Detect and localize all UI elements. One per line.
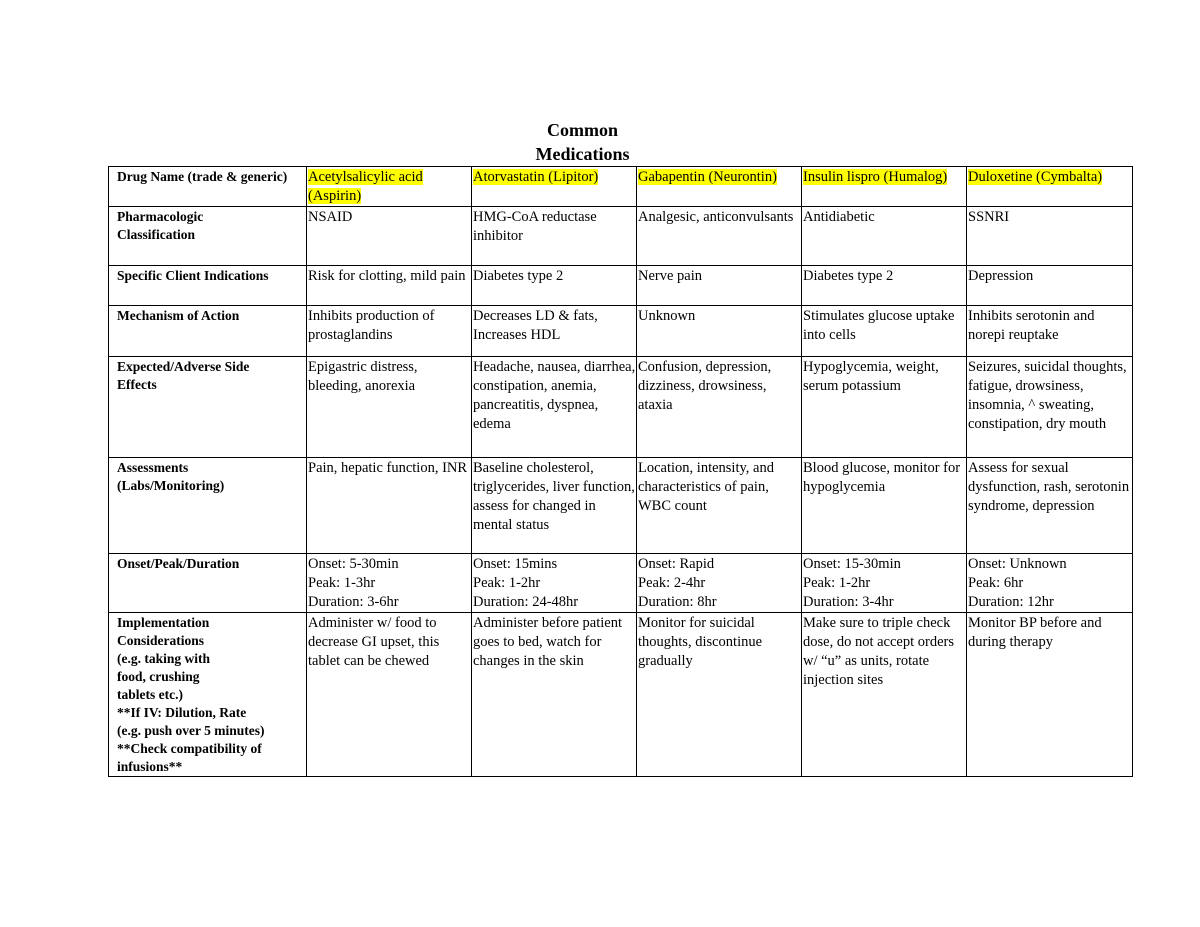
- table-cell: Seizures, suicidal thoughts, fatigue, drowsiness, insomnia, ^ sweating, constipation, dry mouth: [967, 357, 1133, 458]
- table-row-indications: [109, 266, 1133, 306]
- table-row-drug-name: [109, 167, 1133, 207]
- table-cell: Location, intensity, and characteristics of pain, WBC count: [637, 458, 802, 554]
- table-cell: Monitor BP before and during therapy: [967, 613, 1133, 777]
- table-cell: SSNRI: [967, 207, 1133, 266]
- table-cell: NSAID: [307, 207, 472, 266]
- row-header-indications: Specific Client Indications: [109, 266, 307, 306]
- table-cell: Analgesic, anticonvulsants: [637, 207, 802, 266]
- table-cell: Epigastric distress, bleeding, anorexia: [307, 357, 472, 458]
- table-cell: Stimulates glucose uptake into cells: [802, 306, 967, 357]
- row-header-drug-name: Drug Name (trade & generic): [109, 167, 307, 207]
- table-cell: Onset: 15mins Peak: 1-2hr Duration: 24-48hr: [472, 554, 637, 613]
- page-title: Common Medications: [535, 120, 630, 164]
- table-cell: Inhibits production of prostaglandins: [307, 306, 472, 357]
- row-header-side-effects: Expected/Adverse Side Effects: [109, 357, 307, 458]
- drug-name-cell: [967, 167, 1133, 207]
- drug-name-cell: [472, 167, 637, 207]
- drug-name-humalog: Insulin lispro (Humalog): [803, 169, 948, 185]
- row-header-classification: Pharmacologic Classification: [109, 207, 307, 266]
- table-cell: Confusion, depression, dizziness, drowsiness, ataxia: [637, 357, 802, 458]
- drug-name-neurontin: Gabapentin (Neurontin): [638, 169, 777, 185]
- row-header-assessments: Assessments (Labs/Monitoring): [109, 458, 307, 554]
- table-cell: Administer w/ food to decrease GI upset, this tablet can be chewed: [307, 613, 472, 777]
- table-cell: Make sure to triple check dose, do not accept orders w/ “u” as units, rotate injection sites: [802, 613, 967, 777]
- table-cell: Depression: [967, 266, 1133, 306]
- table-row-assessments: [109, 458, 1133, 554]
- table-cell: Onset: 15-30min Peak: 1-2hr Duration: 3-4hr: [802, 554, 967, 613]
- table-row-onset: [109, 554, 1133, 613]
- row-header-onset: Onset/Peak/Duration: [109, 554, 307, 613]
- table-row-mechanism: [109, 306, 1133, 357]
- table-cell: Inhibits serotonin and norepi reuptake: [967, 306, 1133, 357]
- table-row-implementation: [109, 613, 1133, 777]
- table-cell: Unknown: [637, 306, 802, 357]
- table-row-classification: [109, 207, 1133, 266]
- drug-name-lipitor: Atorvastatin (Lipitor): [473, 169, 599, 185]
- row-header-mechanism: Mechanism of Action: [109, 306, 307, 357]
- table-cell: Hypoglycemia, weight, serum potassium: [802, 357, 967, 458]
- table-cell: Onset: Rapid Peak: 2-4hr Duration: 8hr: [637, 554, 802, 613]
- table-cell: Pain, hepatic function, INR: [307, 458, 472, 554]
- table-cell: Blood glucose, monitor for hypoglycemia: [802, 458, 967, 554]
- table-cell: Antidiabetic: [802, 207, 967, 266]
- table-cell: Diabetes type 2: [472, 266, 637, 306]
- drug-name-cell: [802, 167, 967, 207]
- drug-name-cell: [307, 167, 472, 207]
- table-cell: Baseline cholesterol, triglycerides, liver function, assess for changed in mental status: [472, 458, 637, 554]
- table-cell: Onset: 5-30min Peak: 1-3hr Duration: 3-6hr: [307, 554, 472, 613]
- table-cell: HMG-CoA reductase inhibitor: [472, 207, 637, 266]
- table-cell: Onset: Unknown Peak: 6hr Duration: 12hr: [967, 554, 1133, 613]
- table-row-side-effects: [109, 357, 1133, 458]
- drug-name-aspirin: Acetylsalicylic acid (Aspirin): [308, 169, 423, 204]
- table-cell: Monitor for suicidal thoughts, discontinue gradually: [637, 613, 802, 777]
- drug-name-cell: [637, 167, 802, 207]
- table-cell: Diabetes type 2: [802, 266, 967, 306]
- table-cell: Assess for sexual dysfunction, rash, serotonin syndrome, depression: [967, 458, 1133, 554]
- row-header-implementation: Implementation Considerations (e.g. taking with food, crushing tablets etc.) **If IV: Dilution, Rate (e.g. push over 5 minutes) **Check compatibility of infusions**: [109, 613, 307, 777]
- table-cell: Administer before patient goes to bed, watch for changes in the skin: [472, 613, 637, 777]
- medications-table: [108, 166, 1133, 777]
- table-cell: Headache, nausea, diarrhea, constipation, anemia, pancreatitis, dyspnea, edema: [472, 357, 637, 458]
- table-cell: Risk for clotting, mild pain: [307, 266, 472, 306]
- table-cell: Nerve pain: [637, 266, 802, 306]
- drug-name-cymbalta: Duloxetine (Cymbalta): [968, 169, 1103, 185]
- table-cell: Decreases LD & fats, Increases HDL: [472, 306, 637, 357]
